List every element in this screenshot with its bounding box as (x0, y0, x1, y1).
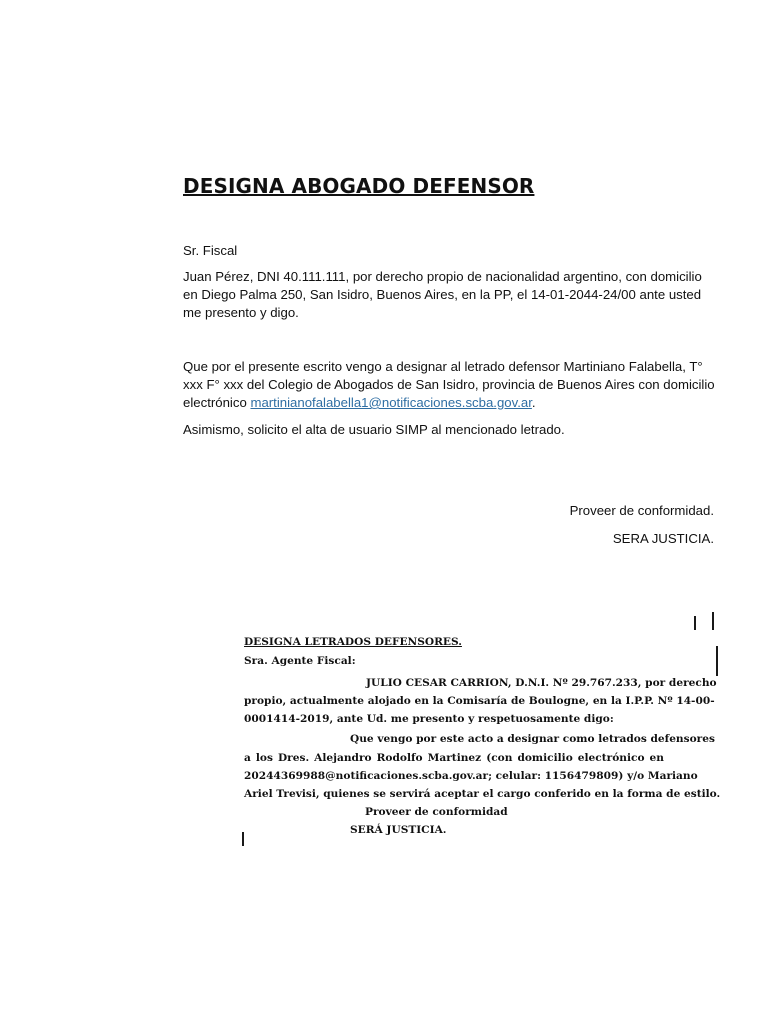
scan-salutation: Sra. Agente Fiscal: (244, 655, 356, 667)
scan-justice: SERÁ JUSTICIA. (350, 824, 447, 836)
salutation: Sr. Fiscal (183, 243, 238, 258)
paragraph-simp: Asimismo, solicito el alta de usuario SIMP al mencionado letrado. (183, 422, 565, 437)
paragraph-intro: Juan Pérez, DNI 40.111.111, por derecho propio de nacionalidad argentino, con domicilio en Diego Palma 250, San Isidro, Buenos Aires, en la PP, el 14-01-2044-24/00 ante usted me presento y digo. (183, 269, 702, 320)
scan-line: Ariel Trevisi, quienes se servirá aceptar el cargo conferido en la forma de estilo. (244, 788, 721, 800)
scan-line: 20244369988@notificaciones.scba.gov.ar; celular: 1156479809) y/o Mariano (244, 770, 698, 782)
designation-end: . (531, 395, 536, 410)
closing-justice: SERA JUSTICIA. (612, 531, 714, 546)
designation-text: Que por el presente escrito vengo a designar al letrado defensor Martiniano Falabella, T° xxx F° xxx del Colegio de Abogados de San Isidro, provincia de Buenos Aires con domicilio electrónico (183, 359, 715, 410)
scan-mark (716, 646, 718, 676)
scan-heading: DESIGNA LETRADOS DEFENSORES. (244, 636, 462, 648)
closing-request: Proveer de conformidad. (569, 503, 714, 518)
scan-closing: Proveer de conformidad (365, 806, 508, 818)
paragraph-designation (183, 358, 718, 412)
email-link[interactable]: martinianofalabella1@notificaciones.scba.gov.ar (250, 395, 532, 410)
scan-mark (694, 616, 696, 630)
scan-line: 0001414-2019, ante Ud. me presento y respetuosamente digo: (244, 713, 614, 725)
scan-mark (242, 832, 244, 846)
scan-line: a los Dres. Alejandro Rodolfo Martinez (con domicilio electrónico en (244, 752, 664, 764)
scanned-document-image (232, 606, 720, 850)
scan-line: propio, actualmente alojado en la Comisaría de Boulogne, en la I.P.P. Nº 14-00- (244, 695, 715, 707)
scan-line: JULIO CESAR CARRION, D.N.I. Nº 29.767.233, por derecho (366, 677, 717, 689)
scan-line: Que vengo por este acto a designar como letrados defensores (350, 733, 715, 745)
document-title: DESIGNA ABOGADO DEFENSOR (183, 174, 535, 198)
scan-mark (712, 612, 714, 630)
